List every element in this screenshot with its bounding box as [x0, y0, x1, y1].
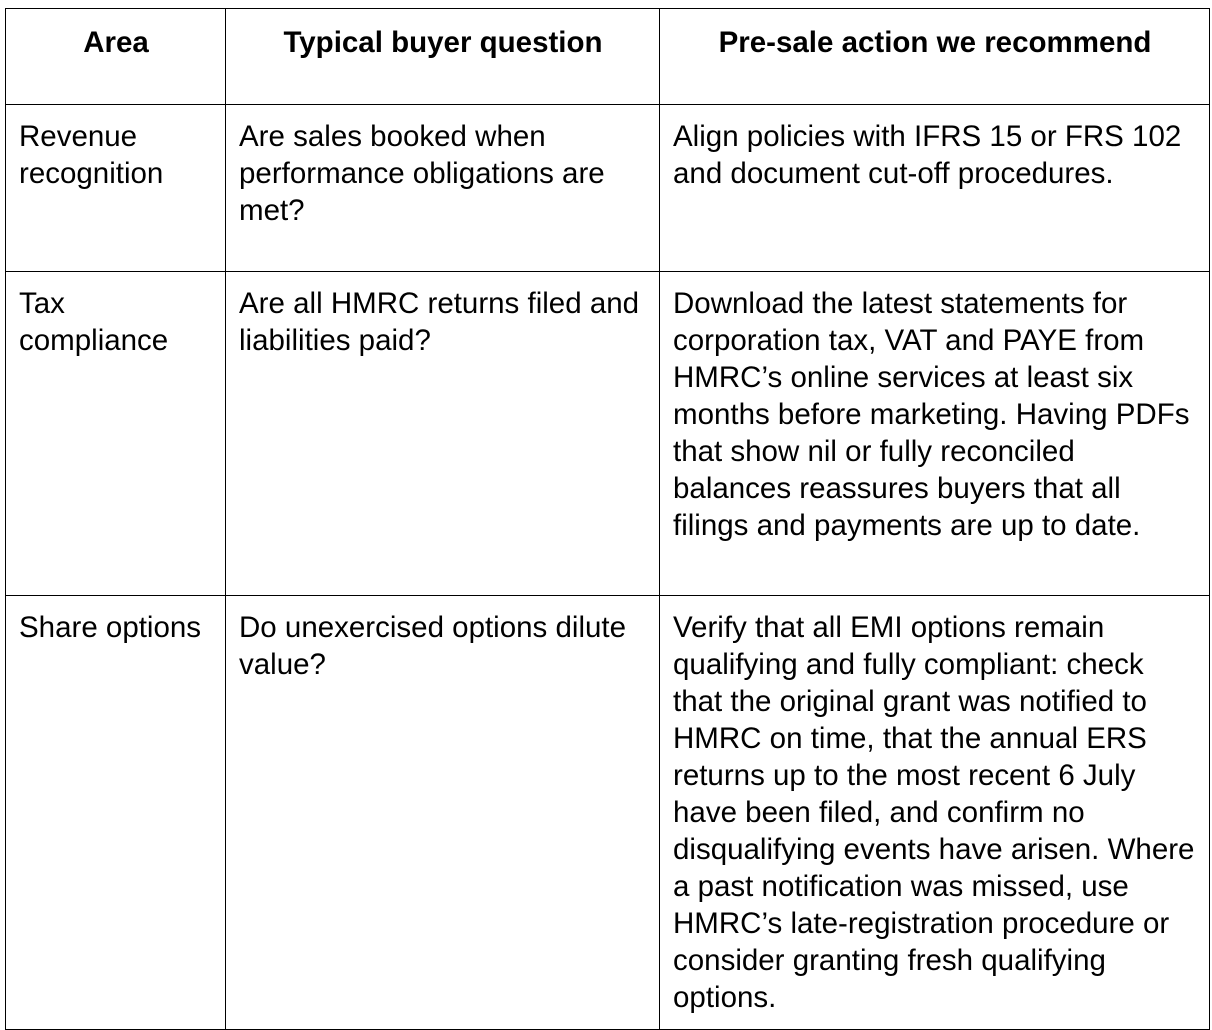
question-cell: Do unexercised options dilute value? [226, 596, 660, 1030]
recommendations-table [5, 8, 1210, 1030]
action-cell: Verify that all EMI options remain qualifying and fully compliant: check that the original grant was notified to HMRC on time, that the annual ERS returns up to the most recent 6 July have been filed, and confirm no disqualifying events have arisen. Where a past notification was missed, use HMRC’s late-registration procedure or consider granting fresh qualifying options. [660, 596, 1210, 1030]
area-cell: Revenue recognition [6, 105, 226, 272]
area-cell: Share options [6, 596, 226, 1030]
area-cell: Tax compliance [6, 272, 226, 596]
action-cell: Align policies with IFRS 15 or FRS 102 and document cut-off procedures. [660, 105, 1210, 272]
table-row [6, 272, 1210, 596]
table-row [6, 105, 1210, 272]
question-cell: Are sales booked when performance obligations are met? [226, 105, 660, 272]
action-cell: Download the latest statements for corporation tax, VAT and PAYE from HMRC’s online services at least six months before marketing. Having PDFs that show nil or fully reconciled balances reassures buyers that all filings and payments are up to date. [660, 272, 1210, 596]
header-pre-sale-action: Pre-sale action we recommend [660, 9, 1210, 105]
table-row [6, 596, 1210, 1030]
header-row [6, 9, 1210, 105]
header-buyer-question: Typical buyer question [226, 9, 660, 105]
question-cell: Are all HMRC returns filed and liabilities paid? [226, 272, 660, 596]
header-area: Area [6, 9, 226, 105]
